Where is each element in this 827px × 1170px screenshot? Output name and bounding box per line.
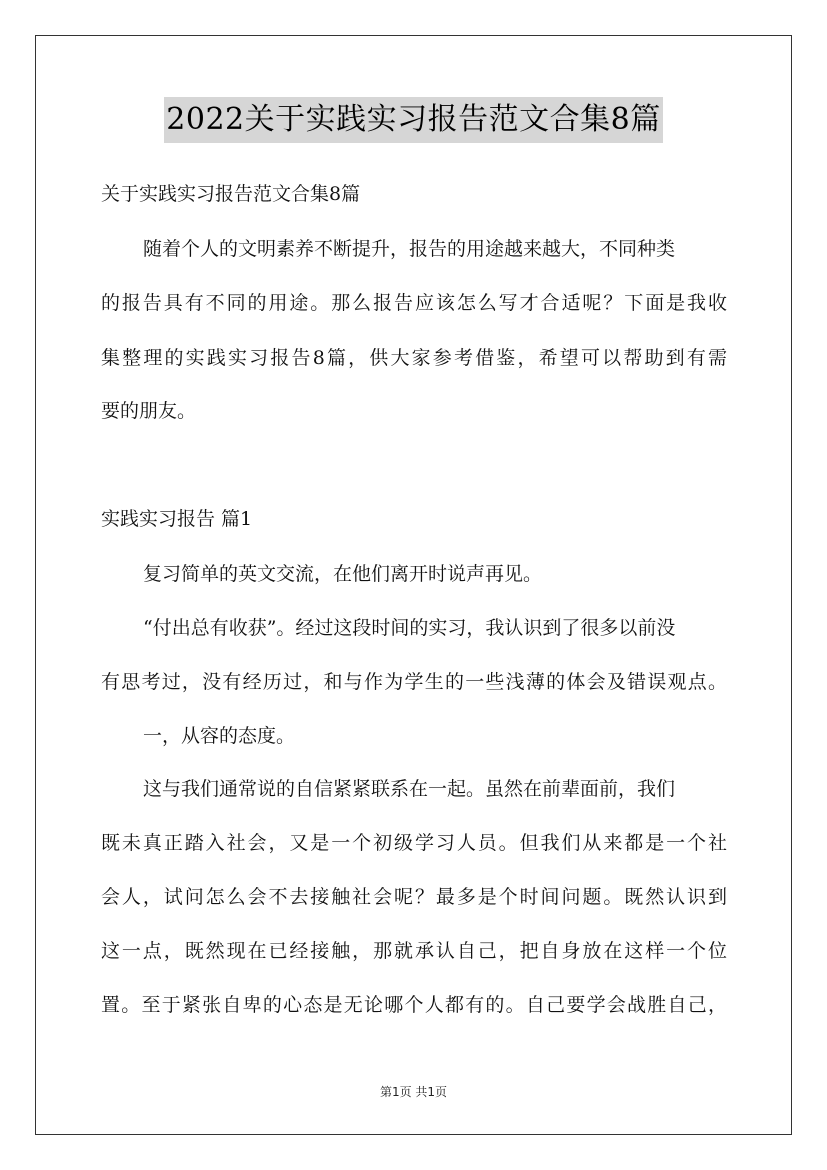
title-container <box>0 97 827 143</box>
body-line-4: 一，从容的态度。 <box>143 725 296 747</box>
intro-line-3: 集整理的实践实习报告8篇，供大家参考借鉴，希望可以帮助到有需 <box>101 347 727 369</box>
body-line-7: 会人，试问怎么会不去接触社会呢？最多是个时间问题。既然认识到 <box>101 886 727 908</box>
document-subtitle: 关于实践实习报告范文合集8篇 <box>101 183 361 205</box>
body-line-8: 这一点，既然现在已经接触，那就承认自己，把自身放在这样一个位 <box>101 940 727 962</box>
body-line-5: 这与我们通常说的自信紧紧联系在一起。虽然在前辈面前，我们 <box>143 778 676 800</box>
intro-line-1: 随着个人的文明素养不断提升，报告的用途越来越大，不同种类 <box>143 238 676 260</box>
body-line-1: 复习简单的英文交流，在他们离开时说声再见。 <box>143 563 543 585</box>
page-footer: 第1页 共1页 <box>379 1085 448 1099</box>
document-title: 2022关于实践实习报告范文合集8篇 <box>164 97 662 143</box>
body-line-3: 有思考过，没有经历过，和与作为学生的一些浅薄的体会及错误观点。 <box>101 671 727 693</box>
intro-line-2: 的报告具有不同的用途。那么报告应该怎么写才合适呢？下面是我收 <box>101 292 727 314</box>
body-line-2: “付出总有收获”。经过这段时间的实习，我认识到了很多以前没 <box>143 617 676 639</box>
body-line-6: 既未真正踏入社会，又是一个初级学习人员。但我们从来都是一个社 <box>101 832 727 854</box>
section-heading: 实践实习报告 篇1 <box>101 508 253 530</box>
body-line-9: 置。至于紧张自卑的心态是无论哪个人都有的。自己要学会战胜自己， <box>101 994 727 1016</box>
intro-line-4: 要的朋友。 <box>101 400 197 422</box>
